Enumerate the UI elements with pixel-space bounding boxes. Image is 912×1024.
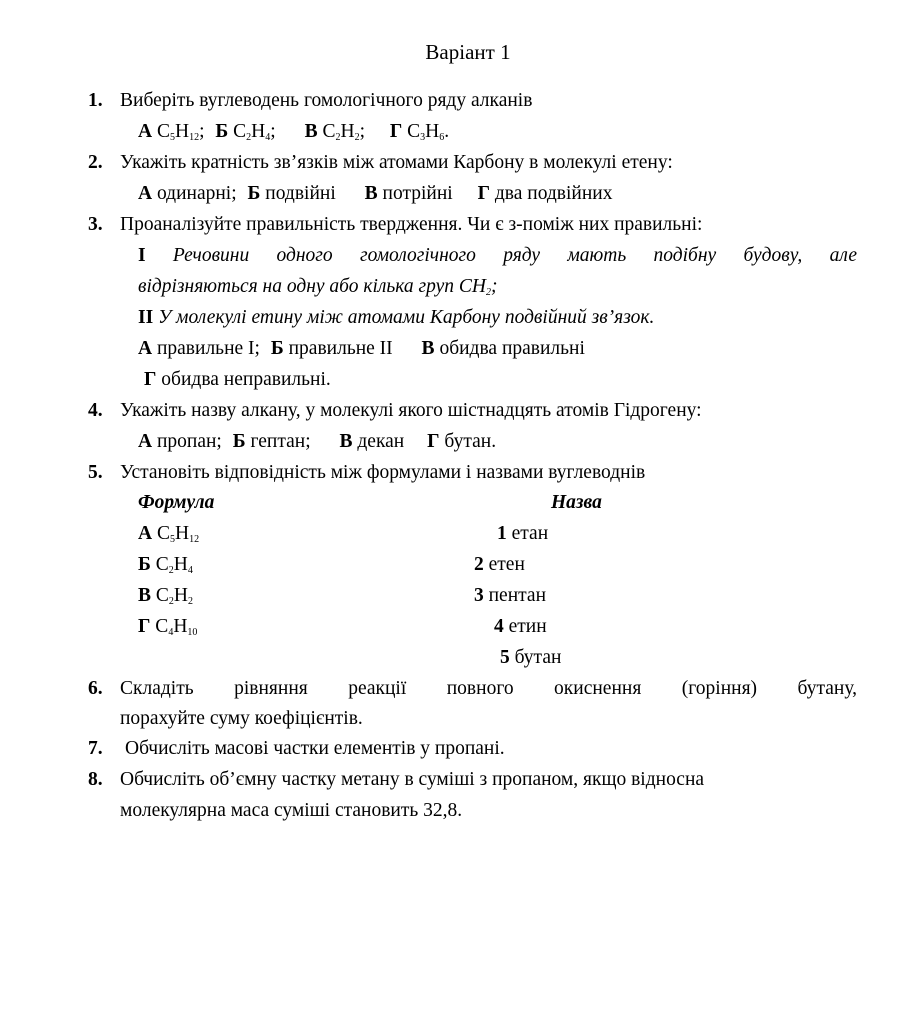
- statement-1-text: Речовини одного гомологічного ряду мають подібну будову, але: [172, 245, 857, 266]
- name-row: 3 пентан: [474, 585, 547, 606]
- name-row: 4 етин: [494, 616, 547, 637]
- question-text: Укажіть кратність зв’язків між атомами Карбону в молекулі етену:: [120, 152, 673, 173]
- question-2-options: [138, 182, 613, 206]
- option-c: В обидва правильні: [421, 338, 585, 359]
- question-text-line-1: Обчисліть об’ємну частку метану в суміші з пропаном, якщо відносна: [120, 769, 705, 790]
- question-8-line-2: молекулярна маса суміші становить 32,8.: [120, 800, 463, 821]
- option-a: А $C_5H_{12}$;: [138, 121, 205, 143]
- name-row: 1 етан: [497, 523, 549, 544]
- question-number: 1.: [88, 90, 103, 111]
- question-6-line-2: порахуйте суму коефіцієнтів.: [120, 708, 363, 729]
- formula-row: Г $C_4H_{10}$: [138, 616, 198, 638]
- statement-2: [138, 306, 654, 330]
- formula-row: Б $C_2H_4$: [138, 554, 193, 576]
- statement-2-label: ІІ: [138, 307, 154, 328]
- option-a: А правильне І;: [138, 338, 260, 359]
- option-c: В потрійні: [364, 183, 453, 204]
- option-a: А одинарні;: [138, 183, 237, 204]
- question-number: 2.: [88, 152, 103, 173]
- question-text: Установіть відповідність між формулами і назвами вуглеводнів: [120, 462, 646, 483]
- question-4-options: [138, 430, 496, 454]
- question-number: 8.: [88, 769, 103, 790]
- question-number: 5.: [88, 462, 103, 483]
- formula-row: В $C_2H_2$: [138, 585, 193, 607]
- column-header-formula: Формула: [138, 492, 215, 513]
- question-text: Проаналізуйте правильність твердження. Чи є з-поміж них правильні:: [120, 214, 703, 235]
- chemical-formula: $C_3H_6$: [407, 121, 445, 143]
- chemical-formula: $C_2H_4$: [233, 121, 271, 143]
- question-text: Обчисліть масові частки елементів у пропані.: [125, 738, 505, 759]
- option-d: Г два подвійних: [477, 183, 613, 204]
- option-b: Б $C_2H_4$;: [215, 121, 276, 143]
- chemical-formula: $C_2H_2$: [155, 585, 193, 607]
- formula-row: А $C_5H_{12}$: [138, 523, 200, 545]
- option-b: Б гептан;: [232, 431, 311, 452]
- option-c: В декан: [339, 431, 405, 452]
- question-number: 4.: [88, 400, 103, 421]
- option-d: Г бутан.: [427, 431, 497, 452]
- question-number: 6.: [88, 678, 103, 699]
- page-title: Варіант 1: [425, 40, 511, 64]
- chemical-formula: $C_5H_{12}$: [156, 523, 200, 545]
- chemical-formula: $C_5H_{12}$: [156, 121, 200, 143]
- option-b: Б подвійні: [247, 183, 336, 204]
- chemical-formula: $C_2H_2$: [322, 121, 360, 143]
- option-c: В $C_2H_2$;: [304, 121, 365, 143]
- question-text-line-1: Складіть рівняння реакції повного окиснення (горіння) бутану,: [120, 678, 857, 699]
- statement-1-label: І: [138, 245, 146, 266]
- option-b: Б правильне ІІ: [270, 338, 393, 359]
- option-a: А пропан;: [138, 431, 222, 452]
- option-d: Г $C_3H_6$.: [389, 121, 450, 143]
- question-number: 3.: [88, 214, 103, 235]
- question-1-options: [138, 120, 449, 144]
- chemical-formula: $C_4H_{10}$: [155, 616, 198, 638]
- question-text: Укажіть назву алкану, у молекулі якого шістнадцять атомів Гідрогену:: [120, 400, 702, 421]
- question-3-options: [138, 337, 585, 361]
- statement-2-text: У молекулі етину між атомами Карбону подвійний зв’язок.: [158, 307, 655, 328]
- question-number: 7.: [88, 738, 103, 759]
- name-row: 2 етен: [474, 554, 525, 575]
- statement-1-line-2: відрізняються на одну або кілька груп $CH_2$;: [138, 276, 498, 298]
- question-3-option-d: Г обидва неправильні.: [144, 369, 331, 390]
- chemical-formula: $C_2H_4$: [155, 554, 193, 576]
- column-header-name: Назва: [551, 492, 602, 513]
- question-text: Виберіть вуглеводень гомологічного ряду алканів: [120, 90, 533, 111]
- name-row: 5 бутан: [500, 647, 562, 668]
